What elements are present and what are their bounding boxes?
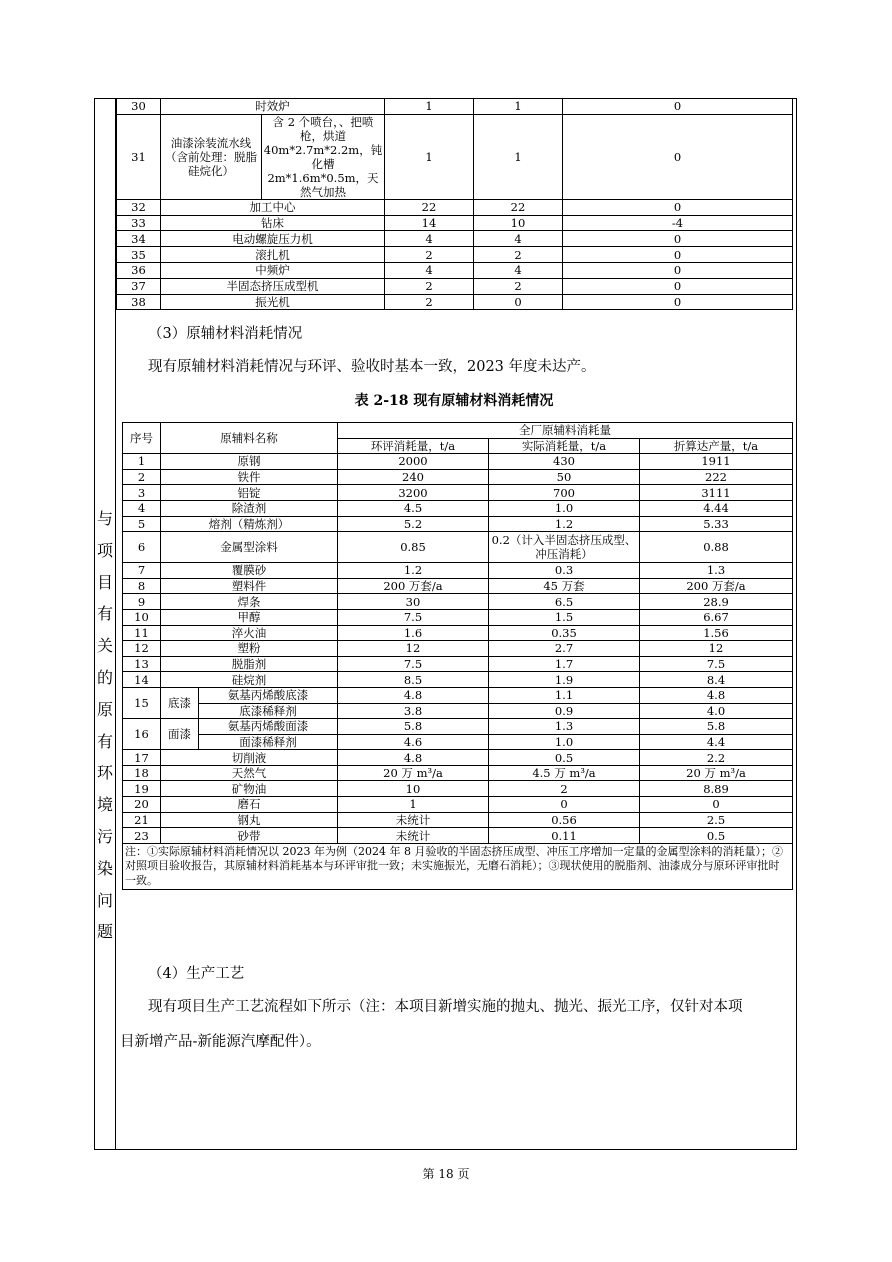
table-row: [123, 687, 793, 703]
table-cell: 4: [474, 231, 563, 247]
table-cell: 2.2: [640, 750, 793, 766]
table-cell: 5.2: [338, 516, 489, 532]
side-label-char: 污: [96, 826, 113, 846]
table-cell: 19: [123, 781, 161, 797]
table-cell: 0: [563, 262, 793, 278]
table-cell: 4.8: [338, 687, 489, 703]
table-cell: 脱脂剂: [161, 656, 338, 672]
table-cell: 0.85: [338, 532, 489, 563]
header-actual: 实际消耗量，t/a: [489, 438, 640, 454]
table-cell: 1.2: [489, 516, 640, 532]
table-row: [123, 719, 793, 735]
table-cell: 700: [489, 485, 640, 501]
table-cell: 注：①实际原辅材料消耗情况以 2023 年为例（2024 年 8 月验收的半固态挤压成型、冲压工序增加一定量的金属型涂料的消耗量）；②对照项目验收报告，其原辅材料消耗基本与环评审批一致；未实施振光，无磨石消耗）；③现状使用的脱脂剂、油漆成分与原环评审批时一致。: [123, 843, 793, 890]
table-cell: 原钢: [161, 454, 338, 470]
table-row: [123, 828, 793, 844]
side-label-char: 的: [96, 667, 113, 687]
table-cell: 35: [117, 247, 161, 263]
table-cell: 油漆涂装流水线（含前处理：脱脂硅烷化）: [161, 114, 262, 199]
table-cell: 电动螺旋压力机: [161, 231, 385, 247]
table-cell: 4.44: [640, 500, 793, 516]
table-cell: 2.7: [489, 641, 640, 657]
table-cell: 0: [563, 199, 793, 215]
table-cell: 面漆: [161, 719, 199, 750]
table-cell: 38: [117, 294, 161, 310]
header-converted: 折算达产量，t/a: [640, 438, 793, 454]
table-cell: 17: [123, 750, 161, 766]
table-cell: 2: [385, 247, 474, 263]
table-cell: 铁件: [161, 469, 338, 485]
table-cell: 1: [385, 114, 474, 199]
side-label-char: 项: [96, 540, 113, 560]
section3-title: （3）原辅材料消耗情况: [148, 326, 303, 342]
header-group: 全厂原辅料消耗量: [338, 423, 793, 439]
table-cell: 9: [123, 594, 161, 610]
table-cell: 2: [123, 469, 161, 485]
table-cell: 1.7: [489, 656, 640, 672]
table-row: [123, 641, 793, 657]
side-label-char: 目: [96, 572, 113, 592]
table-cell: 0: [474, 294, 563, 310]
header-name: 原辅料名称: [161, 423, 338, 454]
table-cell: 1: [474, 114, 563, 199]
table-cell: 铝锭: [161, 485, 338, 501]
table-cell: 16: [123, 719, 161, 750]
table-cell: 22: [474, 199, 563, 215]
table-cell: 8.4: [640, 672, 793, 688]
table-cell: 21: [123, 812, 161, 828]
table-cell: 0.3: [489, 563, 640, 579]
side-label-char: 环: [96, 763, 113, 783]
table-cell: 1.6: [338, 625, 489, 641]
table-cell: 0.35: [489, 625, 640, 641]
table-row: [123, 734, 793, 750]
table-cell: 0: [640, 797, 793, 813]
table-cell: 5.33: [640, 516, 793, 532]
table-cell: 33: [117, 215, 161, 231]
table-cell: 3.8: [338, 703, 489, 719]
table-cell: 5.8: [338, 719, 489, 735]
table-row: [123, 703, 793, 719]
table-cell: 0: [563, 294, 793, 310]
table-cell: 6.5: [489, 594, 640, 610]
section4-title: （4）生产工艺: [148, 966, 245, 982]
table-row: [117, 114, 793, 199]
table-cell: 4.4: [640, 734, 793, 750]
materials-table: [122, 422, 793, 890]
table-row: [123, 781, 793, 797]
table-cell: 覆膜砂: [161, 563, 338, 579]
table-row: [117, 247, 793, 263]
table-cell: 未统计: [338, 812, 489, 828]
table-cell: 未统计: [338, 828, 489, 844]
table-cell: 1: [385, 99, 474, 115]
table-cell: 塑料件: [161, 578, 338, 594]
table-cell: 200 万套/a: [640, 578, 793, 594]
table-cell: 50: [489, 469, 640, 485]
table-cell: 7.5: [338, 656, 489, 672]
table-row: [123, 656, 793, 672]
table-row: [123, 516, 793, 532]
table-cell: 3111: [640, 485, 793, 501]
table-cell: 加工中心: [161, 199, 385, 215]
table-cell: 0: [563, 231, 793, 247]
side-label-char: 原: [96, 699, 113, 719]
table-cell: 4.6: [338, 734, 489, 750]
table-cell: 熔剂（精炼剂）: [161, 516, 338, 532]
table-cell: 4: [123, 500, 161, 516]
table-cell: 1.3: [489, 719, 640, 735]
table-cell: 4: [385, 231, 474, 247]
table-cell: 5.8: [640, 719, 793, 735]
table-cell: 31: [117, 114, 161, 199]
table-cell: 1: [338, 797, 489, 813]
table-cell: 10: [123, 609, 161, 625]
table-cell: 切削液: [161, 750, 338, 766]
table-row: [123, 797, 793, 813]
table-cell: 7.5: [640, 656, 793, 672]
table-cell: 4: [474, 262, 563, 278]
table-cell: 0.5: [489, 750, 640, 766]
table-cell: 4.5 万 m³/a: [489, 765, 640, 781]
side-label-char: 染: [96, 858, 113, 878]
table-cell: 22: [385, 199, 474, 215]
table-cell: 氨基丙烯酸底漆: [199, 687, 338, 703]
table-row: [123, 454, 793, 470]
table-cell: 振光机: [161, 294, 385, 310]
table-cell: 37: [117, 278, 161, 294]
table-cell: 0.56: [489, 812, 640, 828]
table-cell: 12: [338, 641, 489, 657]
table-cell: 8.5: [338, 672, 489, 688]
table-cell: 2: [474, 247, 563, 263]
table-cell: 时效炉: [161, 99, 385, 115]
table-cell: 4.5: [338, 500, 489, 516]
table-cell: 甲醇: [161, 609, 338, 625]
table-cell: 36: [117, 262, 161, 278]
table-cell: 4.0: [640, 703, 793, 719]
table-cell: 34: [117, 231, 161, 247]
table-cell: 焊条: [161, 594, 338, 610]
table-cell: 1: [123, 454, 161, 470]
table-row: [123, 563, 793, 579]
table-cell: 2000: [338, 454, 489, 470]
table-cell: 6: [123, 532, 161, 563]
table-cell: 2: [385, 294, 474, 310]
table-cell: 面漆稀释剂: [199, 734, 338, 750]
table-cell: 30: [117, 99, 161, 115]
table-cell: 1.9: [489, 672, 640, 688]
table-cell: 4.8: [338, 750, 489, 766]
table-row: [117, 199, 793, 215]
side-column: [94, 98, 116, 1150]
table-cell: 7.5: [338, 609, 489, 625]
table-cell: 18: [123, 765, 161, 781]
table-cell: 金属型涂料: [161, 532, 338, 563]
side-label-char: 与: [96, 509, 113, 528]
table-row: [123, 672, 793, 688]
table-row: [117, 231, 793, 247]
table-cell: 1.0: [489, 500, 640, 516]
table-cell: 8: [123, 578, 161, 594]
table-cell: 11: [123, 625, 161, 641]
table-cell: 222: [640, 469, 793, 485]
table-cell: 含 2 个喷台，、把喷枪，烘道 40m*2.7m*2.2m，钝化槽 2m*1.6m*0.5m，天然气加热: [262, 114, 385, 199]
table-row: [123, 578, 793, 594]
table-cell: 8.89: [640, 781, 793, 797]
side-label: [94, 503, 116, 948]
table-cell: 1: [474, 99, 563, 115]
side-label-char: 有: [96, 731, 113, 751]
table-cell: 1.3: [640, 563, 793, 579]
table-cell: 钢丸: [161, 812, 338, 828]
table-cell: 240: [338, 469, 489, 485]
table-cell: 钻床: [161, 215, 385, 231]
table-cell: 6.67: [640, 609, 793, 625]
table-row: [117, 278, 793, 294]
table-cell: 天然气: [161, 765, 338, 781]
header-no: 序号: [123, 423, 161, 454]
page-number: 第 18 页: [422, 1167, 470, 1181]
side-label-char: 问: [96, 890, 113, 910]
table-cell: 14: [385, 215, 474, 231]
table-cell: 底漆: [161, 687, 199, 718]
table-cell: 2: [385, 278, 474, 294]
table-cell: 0.2（计入半固态挤压成型、冲压消耗）: [489, 532, 640, 563]
table-cell: 0: [563, 114, 793, 199]
table-cell: 0.5: [640, 828, 793, 844]
table-cell: 0.88: [640, 532, 793, 563]
table-cell: 3: [123, 485, 161, 501]
table-cell: 12: [123, 641, 161, 657]
table-cell: 7: [123, 563, 161, 579]
table-row: [123, 609, 793, 625]
table-cell: 0: [563, 99, 793, 115]
table-cell: 硅烷剂: [161, 672, 338, 688]
table-cell: 32: [117, 199, 161, 215]
table-cell: 1911: [640, 454, 793, 470]
table-row: [123, 532, 793, 563]
table-cell: 14: [123, 672, 161, 688]
table-cell: 3200: [338, 485, 489, 501]
table-cell: 23: [123, 828, 161, 844]
table-cell: 30: [338, 594, 489, 610]
table-cell: 200 万套/a: [338, 578, 489, 594]
table-cell: 15: [123, 687, 161, 718]
side-label-char: 有: [96, 604, 113, 624]
table-cell: -4: [563, 215, 793, 231]
section4-text-2: 目新增产品-新能源汽摩配件）。: [120, 1034, 321, 1050]
table-cell: 1.2: [338, 563, 489, 579]
table-cell: 半固态挤压成型机: [161, 278, 385, 294]
section4-text-1: 现有项目生产工艺流程如下所示（注：本项目新增实施的抛丸、抛光、振光工序，仅针对本项: [148, 999, 743, 1015]
table-cell: 1.1: [489, 687, 640, 703]
table-cell: 1.5: [489, 609, 640, 625]
table-cell: 13: [123, 656, 161, 672]
equipment-table: [116, 98, 793, 310]
table-cell: 28.9: [640, 594, 793, 610]
table-note-row: [123, 843, 793, 890]
table-cell: 20: [123, 797, 161, 813]
table-cell: 磨石: [161, 797, 338, 813]
table-row: [123, 485, 793, 501]
table-cell: 0.11: [489, 828, 640, 844]
table-cell: 4.8: [640, 687, 793, 703]
table-row: [123, 594, 793, 610]
side-label-char: 关: [96, 636, 113, 656]
table-row: [123, 625, 793, 641]
table-cell: 20 万 m³/a: [338, 765, 489, 781]
table-cell: 除渣剂: [161, 500, 338, 516]
table-cell: 10: [474, 215, 563, 231]
table-cell: 2: [489, 781, 640, 797]
section3-text: 现有原辅材料消耗情况与环评、验收时基本一致，2023 年度未达产。: [148, 359, 596, 375]
table-cell: 4: [385, 262, 474, 278]
table-cell: 0: [489, 797, 640, 813]
table-cell: 0: [563, 247, 793, 263]
table-cell: 氨基丙烯酸面漆: [199, 719, 338, 735]
side-label-char: 题: [96, 922, 113, 942]
table-row: [117, 294, 793, 310]
table-cell: 0.9: [489, 703, 640, 719]
table-cell: 20 万 m³/a: [640, 765, 793, 781]
table-cell: 430: [489, 454, 640, 470]
table-cell: 2.5: [640, 812, 793, 828]
table-row: [117, 215, 793, 231]
table-cell: 1.56: [640, 625, 793, 641]
table-caption: 表 2-18 现有原辅材料消耗情况: [354, 393, 554, 409]
table-row: [123, 765, 793, 781]
table-cell: 10: [338, 781, 489, 797]
table-cell: 中频炉: [161, 262, 385, 278]
table-cell: 5: [123, 516, 161, 532]
table-cell: 淬火油: [161, 625, 338, 641]
table-row: [123, 469, 793, 485]
side-label-char: 境: [96, 795, 113, 815]
table-row: [123, 812, 793, 828]
header-eia: 环评消耗量，t/a: [338, 438, 489, 454]
table-row: [123, 750, 793, 766]
table-cell: 砂带: [161, 828, 338, 844]
table-cell: 塑粉: [161, 641, 338, 657]
table-row: [123, 500, 793, 516]
table-cell: 2: [474, 278, 563, 294]
table-cell: 1.0: [489, 734, 640, 750]
table-cell: 底漆稀释剂: [199, 703, 338, 719]
table-cell: 45 万套: [489, 578, 640, 594]
table-row: [117, 99, 793, 115]
table-row: [117, 262, 793, 278]
table-cell: 矿物油: [161, 781, 338, 797]
table-cell: 滚扎机: [161, 247, 385, 263]
table-cell: 12: [640, 641, 793, 657]
table-cell: 0: [563, 278, 793, 294]
